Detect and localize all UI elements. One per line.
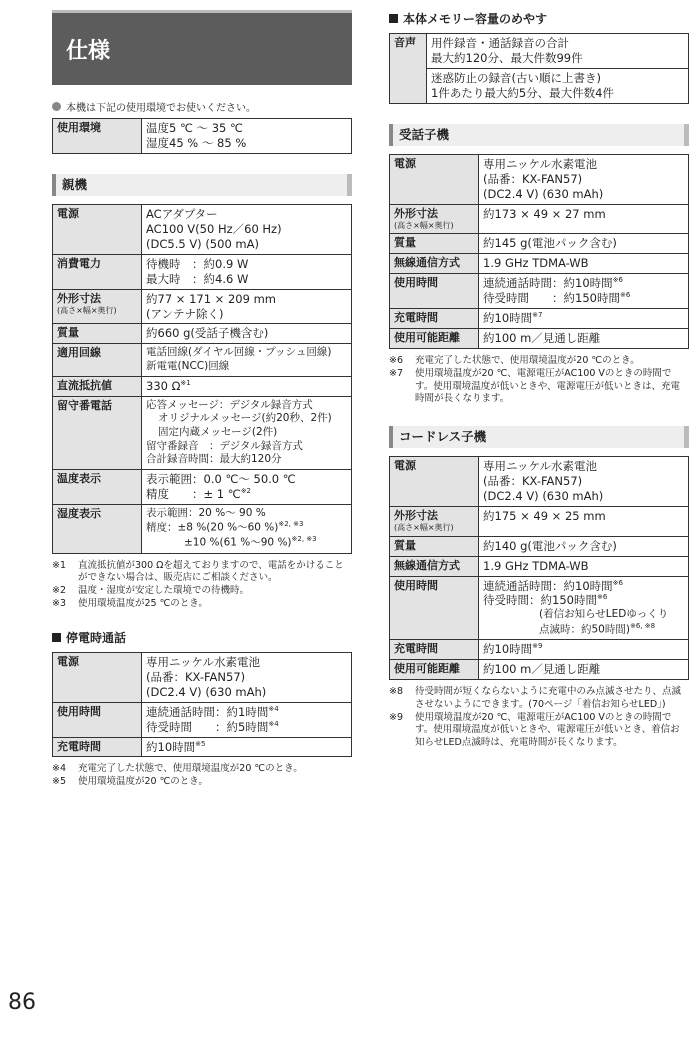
- row-value: [142, 204, 352, 254]
- left-column: [52, 0, 352, 789]
- table-row: [390, 204, 689, 234]
- value-line: 1件あたり最大約5分、最大件数4件: [431, 85, 614, 100]
- value-line: オリジナルメッセージ(約20秒、2件): [158, 412, 332, 425]
- footnote: [52, 585, 352, 598]
- base-spec-table: [52, 204, 352, 554]
- footnote-ref: ※7: [532, 311, 543, 320]
- base-heading: 親機: [52, 174, 352, 196]
- row-label: 質量: [390, 536, 479, 556]
- table-row: [390, 640, 689, 660]
- table-row: [53, 702, 352, 737]
- footnote-key: ※4: [52, 763, 67, 775]
- row-value: [142, 469, 352, 504]
- row-label: 電源: [53, 652, 142, 702]
- value-text: 連続通話時間：約10時間: [483, 578, 613, 593]
- row-value: [142, 344, 352, 376]
- value-line: [146, 487, 347, 502]
- row-value: [142, 289, 352, 324]
- table-row: [390, 536, 689, 556]
- right-column: [389, 0, 689, 750]
- footnote: [52, 776, 352, 789]
- footnote-text: 充電完了した状態で、使用環境温度が20 ℃のとき。: [78, 763, 303, 775]
- table-row: [390, 309, 689, 329]
- footnote-ref: ※2: [240, 486, 252, 495]
- value-line: (DC2.4 V) (630 mAh): [483, 489, 604, 503]
- footnote: [52, 763, 352, 776]
- value-line: (品番：KX-FAN57): [483, 474, 583, 489]
- row-value: 約100 m／見通し距離: [479, 328, 689, 348]
- footnote: [52, 598, 352, 611]
- value-line: 合計録音時間：最大約120分: [146, 453, 282, 466]
- footnote-text: 使用環境温度が20 ℃、電源電圧がAC100 Vのときの時間です。使用環境温度が低いときや、電源電圧が低いときは、充電時間が長くなります。: [415, 367, 681, 405]
- page-title: 仕様: [52, 10, 352, 85]
- value-line: 新電電(NCC)回線: [146, 360, 230, 373]
- value-line: [483, 579, 684, 594]
- table-row: [53, 469, 352, 504]
- table-row: [390, 457, 689, 507]
- footnote-ref: ※1: [180, 378, 191, 387]
- row-value: [142, 376, 352, 396]
- footnote-text: 直流抵抗値が300 Ωを超えておりますので、電話をかけることができない場合は、販売店にご相談ください。: [78, 559, 344, 584]
- row-label: 質量: [390, 234, 479, 254]
- row-label: 電源: [390, 154, 479, 204]
- value-text: 連続通話時間：約10時間: [483, 276, 613, 291]
- value-line: 最大時 ：約4.6 W: [146, 271, 249, 286]
- row-value: [479, 309, 689, 329]
- footnote-key: ※5: [52, 776, 67, 788]
- footnote-ref: ※6: [612, 578, 623, 587]
- cordless-notes: [389, 686, 689, 750]
- env-line: 温度5 ℃ ～ 35 ℃: [146, 121, 243, 135]
- table-row: [53, 254, 352, 289]
- footnote: [389, 368, 689, 406]
- bullet-icon: [52, 102, 61, 111]
- row-label: 質量: [53, 324, 142, 344]
- value-line: [146, 705, 347, 720]
- table-row: [53, 504, 352, 553]
- value-line: 用件録音・通話録音の合計: [431, 36, 569, 50]
- memory-table: [389, 33, 689, 104]
- value-text: 待受時間：約150時間: [483, 593, 597, 608]
- row-label: 使用時間: [390, 576, 479, 640]
- footnote: [389, 355, 689, 368]
- label-text: 外形寸法: [57, 291, 101, 305]
- footnote-text: 使用環境温度が20 ℃のとき。: [78, 776, 208, 788]
- value-text: 点滅時：約50時間): [539, 623, 630, 636]
- env-note: [52, 99, 352, 114]
- value-line: [146, 535, 347, 550]
- row-label: 電源: [53, 204, 142, 254]
- label-sub: (高さ×幅×奥行): [57, 305, 117, 315]
- footnote-ref: ※6: [596, 593, 608, 602]
- square-bullet-icon: [52, 633, 61, 642]
- value-line: 最大約120分、最大件数99件: [431, 50, 583, 65]
- table-row: [390, 506, 689, 536]
- table-row: [390, 154, 689, 204]
- row-label: 消費電力: [53, 254, 142, 289]
- footnote: [389, 712, 689, 750]
- env-line: 湿度45 % ～ 85 %: [146, 135, 247, 150]
- square-bullet-icon: [389, 14, 398, 23]
- footnote-ref: ※6, ※8: [629, 622, 656, 631]
- table-row: [53, 344, 352, 376]
- table-row: [53, 737, 352, 757]
- row-value: [427, 68, 689, 103]
- page-number: 86: [8, 990, 36, 1015]
- value-line: (着信お知らせLEDゆっくり: [539, 608, 669, 621]
- table-row: [53, 204, 352, 254]
- row-label: [390, 204, 479, 234]
- footnote-text: 待受時間が短くならないように充電中のみ点滅させたり、点滅させないようにできます。(70ページ「着信お知らせLED」): [415, 686, 682, 710]
- row-value: [142, 396, 352, 469]
- value-line: [483, 291, 684, 306]
- handset-heading: 受話子機: [389, 124, 689, 146]
- row-label: 使用可能距離: [390, 660, 479, 680]
- row-value: [142, 652, 352, 702]
- value-line: 迷惑防止の録音(古い順に上書き): [431, 70, 601, 85]
- row-value: [479, 274, 689, 309]
- value-line: ACアダプター: [146, 206, 218, 221]
- row-value: [479, 457, 689, 507]
- table-row: [53, 652, 352, 702]
- row-label: [390, 506, 479, 536]
- value-text: 精度 ：± 1 ℃: [146, 486, 241, 501]
- value-line: 専用ニッケル水素電池: [483, 156, 597, 171]
- table-row: [390, 576, 689, 640]
- value-line: 専用ニッケル水素電池: [483, 459, 597, 474]
- value-line: (アンテナ除く): [146, 306, 224, 321]
- value-line: (DC5.5 V) (500 mA): [146, 236, 259, 251]
- footnote-key: ※3: [52, 598, 67, 610]
- footnote-text: 使用環境温度が25 ℃のとき。: [78, 598, 208, 610]
- value-text: 待受時間 ：約5時間: [146, 719, 269, 734]
- row-value: 約100 m／見通し距離: [479, 660, 689, 680]
- value-line: 専用ニッケル水素電池: [146, 654, 260, 669]
- env-label: 使用環境: [53, 119, 142, 154]
- value-text: 精度：±8 %(20 %～60 %): [146, 521, 279, 534]
- value-text: 約10時間: [483, 642, 533, 657]
- row-value: [479, 576, 689, 640]
- row-value: [479, 154, 689, 204]
- row-label: 使用時間: [53, 702, 142, 737]
- footnote-ref: ※9: [532, 642, 543, 651]
- value-line: 表示範囲：20 %～ 90 %: [146, 506, 266, 519]
- outage-notes: [52, 763, 352, 789]
- footnote-ref: ※5: [195, 739, 206, 748]
- label-sub: (高さ×幅×奥行): [394, 523, 454, 533]
- footnote-ref: ※4: [268, 719, 279, 728]
- footnote-key: ※7: [389, 367, 404, 379]
- value-line: (DC2.4 V) (630 mAh): [146, 684, 267, 699]
- outage-spec-table: [52, 652, 352, 758]
- label-text: 外形寸法: [394, 206, 438, 220]
- value-line: [483, 276, 684, 291]
- footnote-ref: ※4: [268, 704, 279, 713]
- row-value: [142, 737, 352, 757]
- value-line: 応答メッセージ：デジタル録音方式: [146, 398, 313, 411]
- footnote-ref: ※2, ※3: [291, 535, 317, 544]
- footnote-text: 充電完了した状態で、使用環境温度が20 ℃のとき。: [415, 354, 640, 366]
- footnote-key: ※9: [389, 711, 404, 723]
- footnote-key: ※6: [389, 354, 404, 366]
- value-text: 約10時間: [483, 311, 533, 325]
- value-line: [483, 622, 684, 637]
- row-label: 無線通信方式: [390, 556, 479, 576]
- value-line: (品番：KX-FAN57): [146, 669, 246, 684]
- left-notes: [52, 560, 352, 611]
- env-value: [142, 119, 352, 154]
- row-value: 1.9 GHz TDMA-WB: [479, 254, 689, 274]
- table-row: [390, 68, 689, 103]
- row-label: 直流抵抗値: [53, 376, 142, 396]
- row-value: 約140 g(電池パック含む): [479, 536, 689, 556]
- row-value: 約145 g(電池パック含む): [479, 234, 689, 254]
- row-value: 1.9 GHz TDMA-WB: [479, 556, 689, 576]
- footnote-key: ※2: [52, 585, 67, 597]
- value-line: 留守番録音 ：デジタル録音方式: [146, 439, 303, 452]
- value-text: 待受時間 ：約150時間: [483, 291, 620, 306]
- row-label: [53, 289, 142, 324]
- value-line: (DC2.4 V) (630 mAh): [483, 186, 604, 201]
- label-sub: (高さ×幅×奥行): [394, 220, 454, 230]
- footnote-key: ※8: [389, 686, 404, 698]
- row-label: 湿度表示: [53, 504, 142, 553]
- heading-text: 本体メモリー容量のめやす: [403, 12, 548, 26]
- row-value: [142, 504, 352, 553]
- memory-heading: [389, 10, 689, 27]
- footnote-text: 使用環境温度が20 ℃、電源電圧がAC100 Vのときの時間です。使用環境温度が低いときや、電源電圧が低いとき、着信お知らせLED点滅時は、充電時間が長くなります。: [415, 711, 680, 749]
- footnote-ref: ※6: [619, 291, 631, 300]
- row-label: 使用可能距離: [390, 328, 479, 348]
- heading-text: 停電時通話: [66, 630, 127, 645]
- footnote-text: 温度・湿度が安定した環境での待機時。: [78, 585, 250, 597]
- row-value: 約660 g(受話子機含む): [142, 324, 352, 344]
- table-row: [390, 556, 689, 576]
- value-line: 固定内蔵メッセージ(2件): [158, 425, 278, 438]
- value-line: 待機時 ：約0.9 W: [146, 256, 249, 271]
- footnote-key: ※1: [52, 559, 67, 571]
- table-row: [390, 254, 689, 274]
- env-table: [52, 118, 352, 154]
- table-row: [53, 376, 352, 396]
- handset-spec-table: [389, 154, 689, 349]
- row-value: [142, 702, 352, 737]
- table-row: [390, 34, 689, 69]
- footnote-ref: ※2, ※3: [278, 520, 304, 529]
- row-label: 充電時間: [390, 309, 479, 329]
- row-label: 電源: [390, 457, 479, 507]
- value-line: 電話回線(ダイヤル回線・プッシュ回線): [146, 346, 332, 359]
- label-text: 外形寸法: [394, 508, 438, 522]
- value-text: 330 Ω: [146, 378, 181, 393]
- value-line: [146, 720, 347, 735]
- value-line: [146, 520, 347, 535]
- row-value: 約175 × 49 × 25 mm: [479, 506, 689, 536]
- value-line: (品番：KX-FAN57): [483, 171, 583, 186]
- row-label: 留守番電話: [53, 396, 142, 469]
- table-row: [390, 274, 689, 309]
- value-text: ±10 %(61 %～90 %): [184, 536, 292, 549]
- row-value: [142, 254, 352, 289]
- env-note-text: 本機は下記の使用環境でお使いください。: [66, 103, 256, 114]
- table-row: [53, 396, 352, 469]
- value-text: 連続通話時間：約1時間: [146, 704, 269, 719]
- row-label: 充電時間: [53, 737, 142, 757]
- footnote-ref: ※6: [612, 276, 623, 285]
- cordless-spec-table: [389, 456, 689, 680]
- value-line: [483, 593, 684, 608]
- value-line: AC100 V(50 Hz／60 Hz): [146, 221, 282, 236]
- row-label: 音声: [390, 34, 427, 104]
- row-label: 温度表示: [53, 469, 142, 504]
- value-line: 約77 × 171 × 209 mm: [146, 291, 276, 306]
- table-row: [390, 660, 689, 680]
- value-line: 表示範囲：0.0 ℃～ 50.0 ℃: [146, 471, 296, 486]
- footnote: [52, 560, 352, 586]
- outage-heading: [52, 629, 352, 646]
- table-row: [53, 324, 352, 344]
- cordless-heading: コードレス子機: [389, 426, 689, 448]
- value-text: 約10時間: [146, 739, 196, 754]
- row-value: [479, 640, 689, 660]
- row-label: 無線通信方式: [390, 254, 479, 274]
- handset-notes: [389, 355, 689, 406]
- row-label: 充電時間: [390, 640, 479, 660]
- table-row: [390, 234, 689, 254]
- row-value: [427, 34, 689, 69]
- table-row: [53, 289, 352, 324]
- footnote: [389, 686, 689, 712]
- table-row: [390, 328, 689, 348]
- row-label: 適用回線: [53, 344, 142, 376]
- row-label: 使用時間: [390, 274, 479, 309]
- row-value: 約173 × 49 × 27 mm: [479, 204, 689, 234]
